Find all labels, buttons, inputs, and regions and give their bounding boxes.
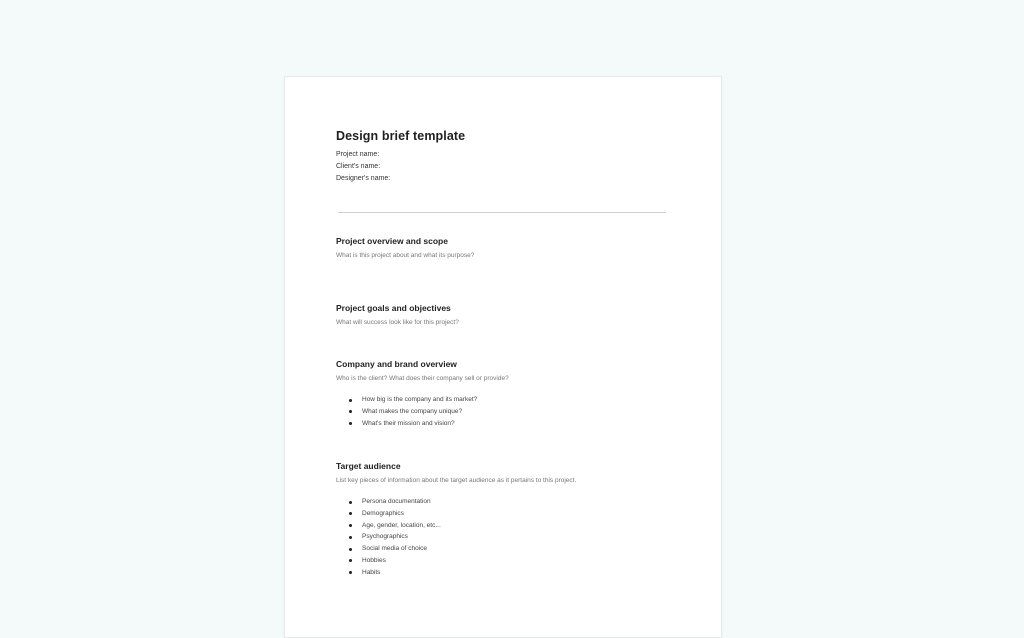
bullet-list [336,394,666,429]
list-item [336,520,666,532]
bullet-icon [349,422,352,425]
section-heading: Company and brand overview [336,359,457,369]
section-prompt: What is this project about and what its purpose? [336,252,475,259]
list-item-text: Social media of choice [362,545,428,553]
document-page [284,76,722,638]
list-item [336,406,666,418]
list-item [336,531,666,543]
list-item [336,394,666,406]
section-company-brand [336,359,666,429]
section-heading: Project overview and scope [336,236,448,246]
designer-name-field: Designer's name: [336,175,391,182]
bullet-icon [349,512,352,515]
bullet-icon [349,501,352,504]
section-prompt: List key pieces of information about the target audience as it pertains to this project. [336,477,577,484]
section-target-audience [336,461,666,579]
project-name-field: Project name: [336,151,380,158]
list-item-text: What makes the company unique? [362,407,463,415]
list-item-text: What's their mission and vision? [362,419,455,427]
bullet-icon [349,524,352,527]
list-item [336,508,666,520]
bullet-icon [349,410,352,413]
list-item [336,543,666,555]
bullet-icon [349,571,352,574]
section-prompt: Who is the client? What does their company sell or provide? [336,375,509,382]
bullet-icon [349,548,352,551]
divider [338,212,666,213]
list-item [336,418,666,430]
list-item-text: Habits [362,568,381,576]
list-item [336,555,666,567]
section-heading: Target audience [336,461,401,471]
section-project-goals [336,303,666,326]
section-heading: Project goals and objectives [336,303,451,313]
document-title: Design brief template [336,129,466,143]
bullet-icon [349,536,352,539]
list-item-text: Psychographics [362,533,408,541]
list-item-text: Persona documentation [362,498,431,505]
bullet-list [336,496,666,579]
list-item-text: Age, gender, location, etc... [362,521,441,529]
list-item-text: Demographics [362,509,404,517]
list-item-text: How big is the company and its market? [362,396,478,403]
bullet-icon [349,399,352,402]
section-project-overview [336,236,666,259]
document-content [336,129,668,576]
list-item-text: Hobbies [362,556,386,564]
bullet-icon [349,559,352,562]
section-prompt: What will success look like for this project? [336,319,459,326]
list-item [336,496,666,508]
meta-fields [336,149,668,185]
client-name-field: Client's name: [336,163,381,170]
list-item [336,567,666,579]
